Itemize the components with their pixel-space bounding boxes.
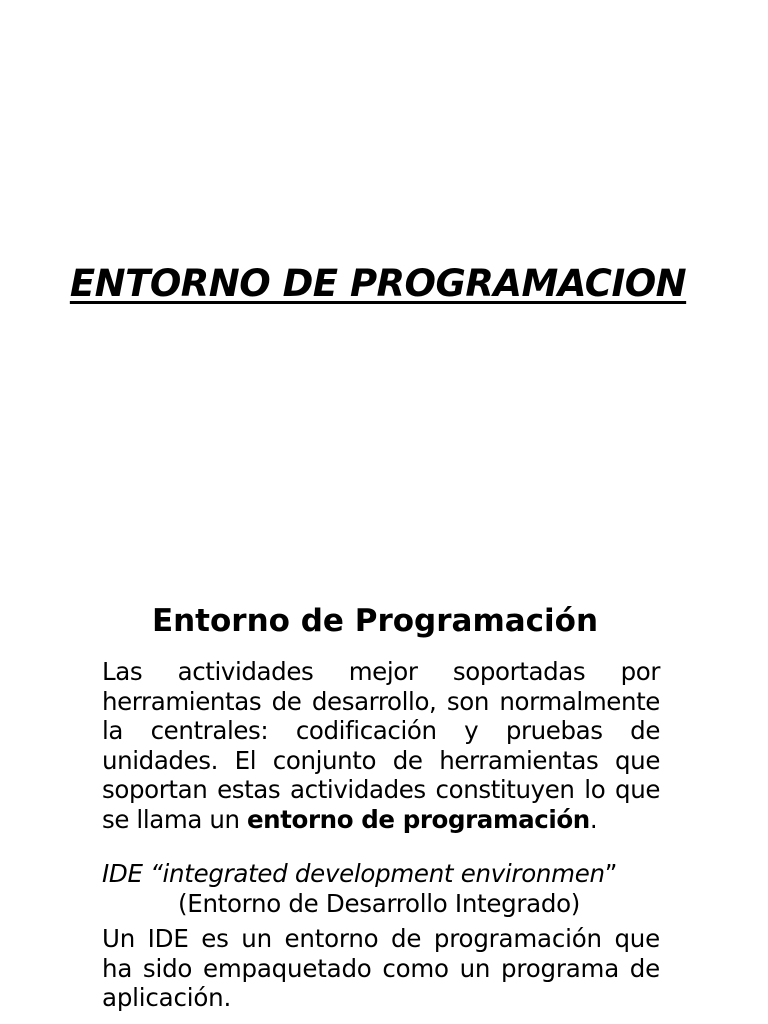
ide-label: IDE “integrated development environmen (102, 859, 605, 888)
intro-paragraph-end: . (589, 804, 598, 834)
ide-label-close: ” (604, 859, 618, 888)
section-heading: Entorno de Programación (151, 603, 599, 639)
ide-translation: (Entorno de Desarrollo Integrado) (178, 888, 581, 918)
slide-content (102, 657, 660, 1013)
slide-title: ENTORNO DE PROGRAMACION (69, 262, 687, 305)
ide-definition (102, 859, 660, 889)
ide-paragraph: Un IDE es un entorno de programación que ha sido empaquetado como un programa de aplicación. (102, 924, 660, 1012)
bold-term: entorno de programación (246, 804, 590, 834)
intro-paragraph (102, 657, 660, 834)
intro-paragraph-text: Las actividades mejor soportadas por herramientas de desarrollo, son normalmente la centrales: codificación y pruebas de unidades. El conjunto de herramientas que soportan estas actividades constituyen lo que se llama un (102, 657, 660, 834)
